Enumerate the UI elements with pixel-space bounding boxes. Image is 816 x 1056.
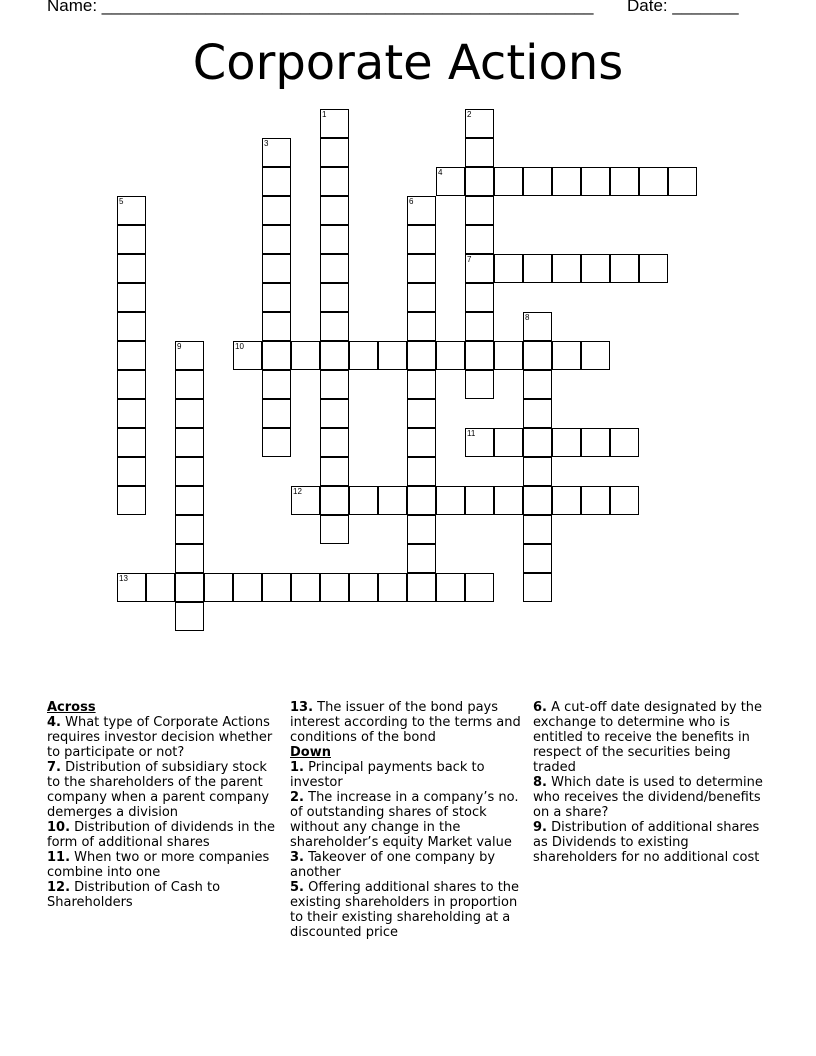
grid-cell: [262, 312, 291, 341]
clue-down-9: [533, 820, 769, 865]
cell-number: 5: [119, 197, 124, 206]
grid-cell: [494, 428, 523, 457]
grid-cell: [465, 283, 494, 312]
clue-number: 2.: [290, 790, 304, 805]
clue-across-11: [47, 850, 283, 880]
clue-number: 13.: [290, 700, 314, 715]
grid-cell: [262, 573, 291, 602]
grid-cell: [407, 573, 436, 602]
grid-cell: [262, 283, 291, 312]
grid-cell: [407, 283, 436, 312]
grid-cell: [523, 515, 552, 544]
grid-cell: [465, 428, 494, 457]
grid-cell: [117, 428, 146, 457]
grid-cell: [436, 341, 465, 370]
clue-text: Takeover of one company by another: [290, 850, 496, 880]
clues-column-2: [290, 700, 526, 940]
grid-cell: [175, 341, 204, 370]
grid-cell: [291, 486, 320, 515]
grid-cell: [465, 254, 494, 283]
grid-cell: [262, 399, 291, 428]
down-heading: Down: [290, 745, 331, 760]
grid-cell: [117, 399, 146, 428]
page-title: Corporate Actions: [192, 35, 624, 91]
cell-number: 9: [177, 342, 182, 351]
grid-cell: [581, 341, 610, 370]
grid-cell: [349, 486, 378, 515]
name-field: Name: ____________________________________________________: [47, 0, 594, 15]
clue-text: Offering additional shares to the existing shareholders in proportion to their existing shareholding at a discounted price: [290, 880, 520, 940]
clues-column-1: [47, 700, 283, 910]
grid-cell: [291, 341, 320, 370]
clue-across-7: [47, 760, 283, 820]
clue-text: Which date is used to determine who receives the dividend/benefits on a share?: [533, 775, 763, 820]
grid-cell: [262, 370, 291, 399]
clue-number: 9.: [533, 820, 547, 835]
grid-cell: [175, 457, 204, 486]
clue-text: Distribution of dividends in the form of additional shares: [47, 820, 275, 850]
clue-down-6: [533, 700, 769, 775]
clue-text: What type of Corporate Actions requires investor decision whether to participate or not?: [47, 715, 273, 760]
grid-cell: [320, 573, 349, 602]
clue-text: When two or more companies combine into one: [47, 850, 270, 880]
clue-down-1: [290, 760, 526, 790]
clue-number: 1.: [290, 760, 304, 775]
grid-cell: [639, 167, 668, 196]
cell-number: 8: [525, 313, 530, 322]
grid-cell: [320, 225, 349, 254]
date-field: Date: _______: [627, 0, 739, 15]
clue-across-4: [47, 715, 283, 760]
grid-cell: [262, 138, 291, 167]
grid-cell: [378, 341, 407, 370]
grid-cell: [523, 457, 552, 486]
clue-text: The issuer of the bond pays interest according to the terms and conditions of the bond: [290, 700, 521, 745]
grid-cell: [523, 312, 552, 341]
grid-cell: [320, 515, 349, 544]
grid-cell: [117, 486, 146, 515]
grid-cell: [349, 573, 378, 602]
clue-number: 7.: [47, 760, 61, 775]
grid-cell: [552, 254, 581, 283]
grid-cell: [320, 486, 349, 515]
grid-cell: [407, 515, 436, 544]
clues-column-3: [533, 700, 769, 865]
cell-number: 11: [467, 429, 476, 438]
grid-cell: [523, 167, 552, 196]
grid-cell: [378, 573, 407, 602]
grid-cell: [262, 167, 291, 196]
clue-down-5: [290, 880, 526, 940]
grid-cell: [262, 428, 291, 457]
cell-number: 7: [467, 255, 472, 264]
clue-text: A cut-off date designated by the exchange to determine who is entitled to receive the benefits in respect of the securities being traded: [533, 700, 763, 775]
grid-cell: [407, 341, 436, 370]
clue-text: Distribution of Cash to Shareholders: [47, 880, 221, 910]
grid-cell: [494, 254, 523, 283]
grid-cell: [523, 486, 552, 515]
grid-cell: [175, 399, 204, 428]
grid-cell: [465, 341, 494, 370]
grid-cell: [610, 254, 639, 283]
cell-number: 12: [293, 487, 302, 496]
clue-down-3: [290, 850, 526, 880]
across-heading: Across: [47, 700, 96, 715]
cell-number: 4: [438, 168, 443, 177]
grid-cell: [175, 573, 204, 602]
cell-number: 1: [322, 110, 327, 119]
grid-cell: [523, 341, 552, 370]
clue-across-12: [47, 880, 283, 910]
clue-number: 10.: [47, 820, 71, 835]
grid-cell: [552, 341, 581, 370]
grid-cell: [117, 254, 146, 283]
grid-cell: [407, 486, 436, 515]
grid-cell: [320, 167, 349, 196]
cell-number: 13: [119, 574, 128, 583]
grid-cell: [320, 138, 349, 167]
grid-cell: [407, 225, 436, 254]
grid-cell: [407, 196, 436, 225]
grid-cell: [523, 573, 552, 602]
grid-cell: [581, 486, 610, 515]
grid-cell: [465, 196, 494, 225]
grid-cell: [117, 370, 146, 399]
grid-cell: [175, 428, 204, 457]
grid-cell: [291, 573, 320, 602]
grid-cell: [465, 486, 494, 515]
clue-number: 3.: [290, 850, 304, 865]
grid-cell: [552, 486, 581, 515]
grid-cell: [117, 283, 146, 312]
grid-cell: [523, 254, 552, 283]
grid-cell: [175, 544, 204, 573]
grid-cell: [262, 341, 291, 370]
grid-cell: [523, 428, 552, 457]
grid-cell: [610, 428, 639, 457]
grid-cell: [552, 167, 581, 196]
grid-cell: [581, 428, 610, 457]
grid-cell: [436, 573, 465, 602]
clue-down-2: [290, 790, 526, 850]
grid-cell: [407, 254, 436, 283]
grid-cell: [465, 370, 494, 399]
grid-cell: [610, 167, 639, 196]
grid-cell: [117, 457, 146, 486]
grid-cell: [175, 515, 204, 544]
grid-cell: [436, 167, 465, 196]
grid-cell: [407, 544, 436, 573]
grid-cell: [494, 167, 523, 196]
grid-cell: [610, 486, 639, 515]
clue-text: Distribution of additional shares as Dividends to existing shareholders for no additional cost: [533, 820, 760, 865]
clue-across-10: [47, 820, 283, 850]
grid-cell: [320, 312, 349, 341]
grid-cell: [581, 167, 610, 196]
grid-cell: [175, 370, 204, 399]
grid-cell: [320, 109, 349, 138]
grid-cell: [465, 312, 494, 341]
grid-cell: [117, 573, 146, 602]
grid-cell: [320, 428, 349, 457]
cell-number: 3: [264, 139, 269, 148]
grid-cell: [233, 341, 262, 370]
grid-cell: [117, 225, 146, 254]
grid-cell: [262, 225, 291, 254]
grid-cell: [117, 312, 146, 341]
cell-number: 2: [467, 110, 472, 119]
grid-cell: [117, 341, 146, 370]
grid-cell: [465, 167, 494, 196]
grid-cell: [204, 573, 233, 602]
clue-number: 4.: [47, 715, 61, 730]
grid-cell: [320, 254, 349, 283]
grid-cell: [494, 341, 523, 370]
grid-cell: [552, 428, 581, 457]
grid-cell: [320, 283, 349, 312]
grid-cell: [320, 457, 349, 486]
grid-cell: [436, 486, 465, 515]
grid-cell: [117, 196, 146, 225]
grid-cell: [581, 254, 610, 283]
grid-cell: [262, 254, 291, 283]
clue-across-13: [290, 700, 526, 745]
grid-cell: [320, 196, 349, 225]
cell-number: 6: [409, 197, 414, 206]
clue-number: 5.: [290, 880, 304, 895]
grid-cell: [523, 399, 552, 428]
clue-number: 12.: [47, 880, 71, 895]
grid-cell: [349, 341, 378, 370]
grid-cell: [146, 573, 175, 602]
grid-cell: [523, 544, 552, 573]
grid-cell: [320, 341, 349, 370]
grid-cell: [378, 486, 407, 515]
grid-cell: [465, 138, 494, 167]
grid-cell: [320, 399, 349, 428]
clue-text: The increase in a company’s no. of outstanding shares of stock without any change in the shareholder’s equity Market value: [290, 790, 519, 850]
grid-cell: [407, 370, 436, 399]
clue-text: Principal payments back to investor: [290, 760, 485, 790]
grid-cell: [175, 602, 204, 631]
grid-cell: [523, 370, 552, 399]
grid-cell: [175, 486, 204, 515]
grid-cell: [668, 167, 697, 196]
clue-number: 6.: [533, 700, 547, 715]
clue-text: Distribution of subsidiary stock to the shareholders of the parent company when a parent company demerges a division: [47, 760, 270, 820]
clue-number: 11.: [47, 850, 71, 865]
grid-cell: [494, 486, 523, 515]
grid-cell: [407, 312, 436, 341]
grid-cell: [639, 254, 668, 283]
clue-down-8: [533, 775, 769, 820]
cell-number: 10: [235, 342, 244, 351]
grid-cell: [465, 225, 494, 254]
grid-cell: [407, 457, 436, 486]
grid-cell: [407, 428, 436, 457]
clue-number: 8.: [533, 775, 547, 790]
grid-cell: [465, 573, 494, 602]
grid-cell: [465, 109, 494, 138]
grid-cell: [407, 399, 436, 428]
grid-cell: [262, 196, 291, 225]
grid-cell: [233, 573, 262, 602]
grid-cell: [320, 370, 349, 399]
